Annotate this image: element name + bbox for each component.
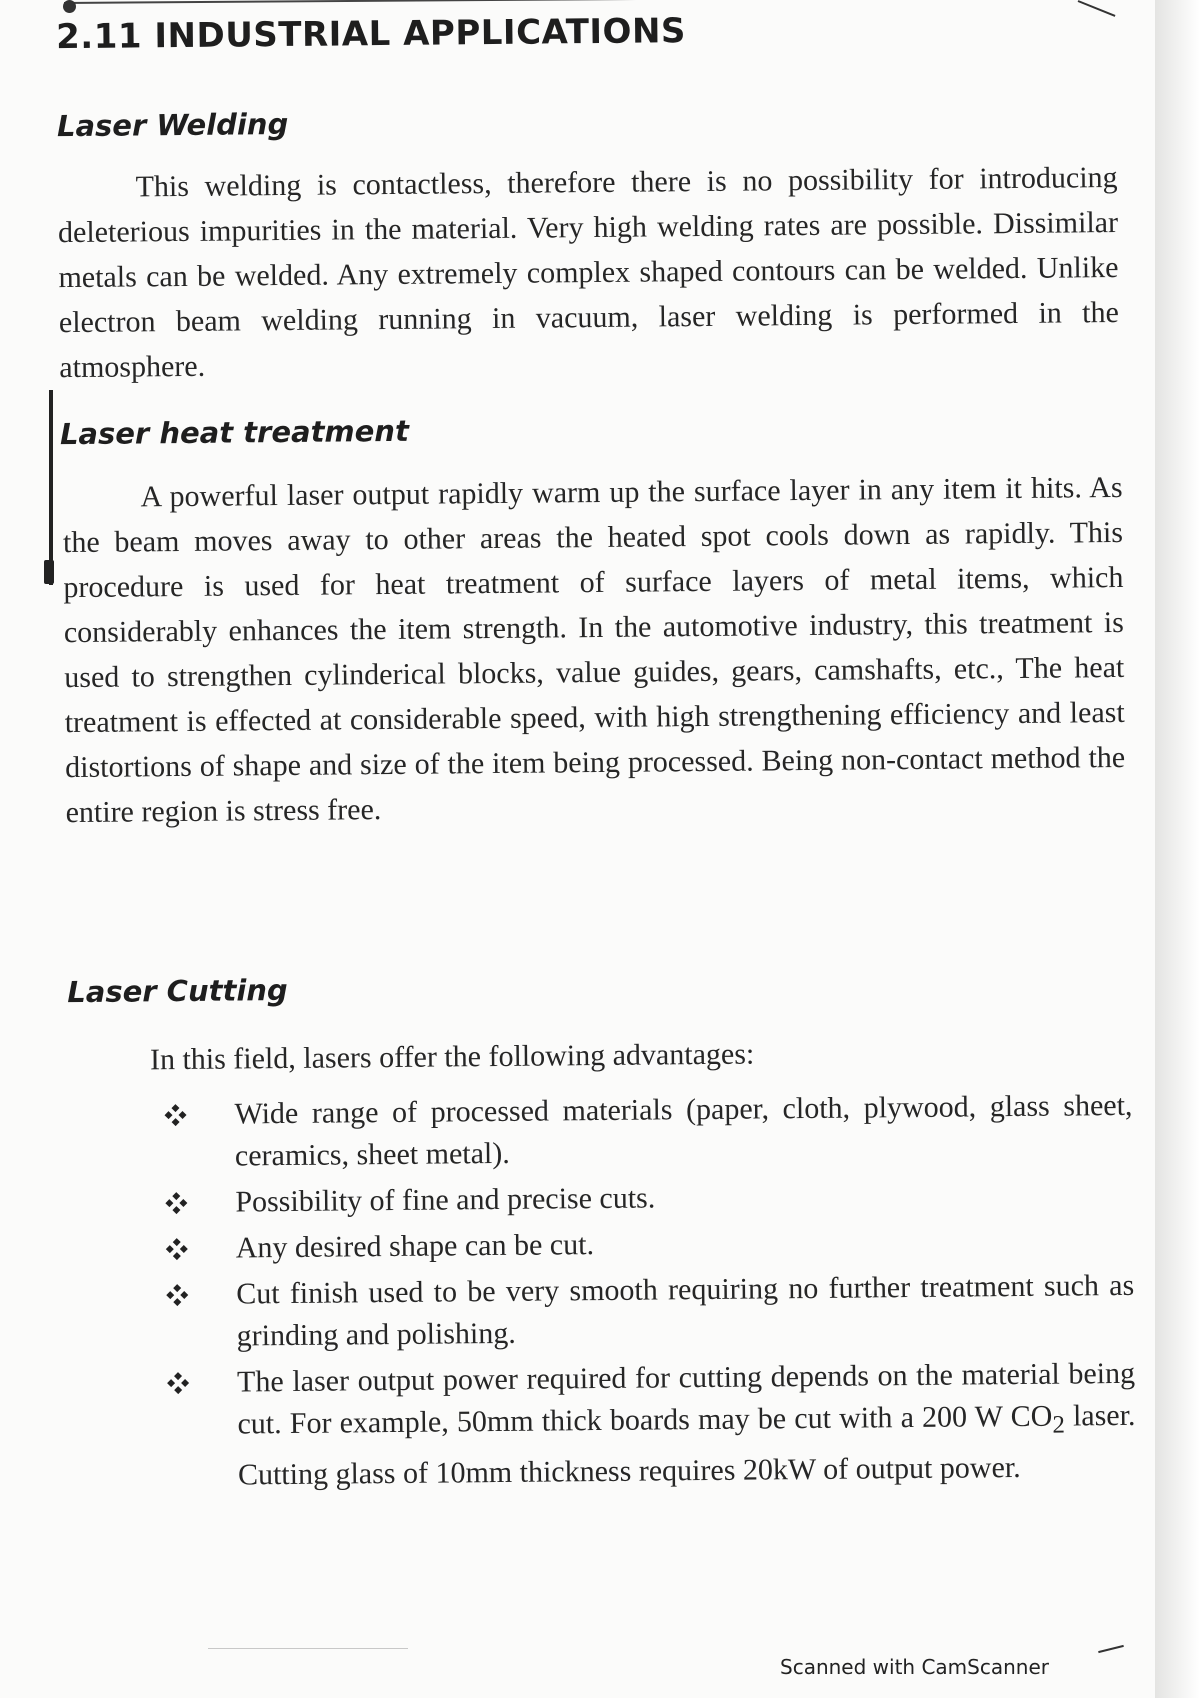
margin-marker [49,390,53,585]
subheading-laser-cutting: Laser Cutting [67,973,288,1010]
list-item [164,1219,1134,1270]
advantage-text-before: The laser output power required for cutting depends on the material being cut. For example, 50mm thick boards may be cut with a 200 W CO [236,1356,1136,1441]
subheading-laser-welding: Laser Welding [56,106,289,144]
section-heading: 2.11 INDUSTRIAL APPLICATIONS [55,11,687,58]
bottom-rule [208,1648,408,1649]
advantages-list [162,1085,1136,1501]
list-item [165,1353,1136,1497]
four-diamond-bullet-icon [162,1102,188,1128]
advantage-text: Any desired shape can be cut. [235,1228,595,1265]
advantage-text: Wide range of processed materials (paper, cloth, plywood, glass sheet, ceramics, sheet metal). [234,1088,1133,1173]
advantage-text: Cut finish used to be very smooth requiring no further treatment such as grinding and polishing. [236,1268,1135,1353]
paragraph-laser-heat-treatment: A powerful laser output rapidly warm up the surface layer in any item it hits. As the beam moves away to other areas the heated spot cools down as rapidly. This procedure is used for heat treatment of surface layers of metal items, which considerably enhances the item strength. In the automotive industry, this treatment is used to strengthen cylinderical blocks, value guides, gears, camshafts, etc., The heat treatment is effected at considerable speed, with high strengthening efficiency and least distortions of shape and size of the item being processed. Being non-contact method the entire region is stress free. [62,470,1126,830]
four-diamond-bullet-icon [164,1282,190,1308]
margin-marker-end [44,560,54,584]
list-item [163,1173,1133,1224]
four-diamond-bullet-icon [164,1236,190,1262]
page-edge-shadow [1155,0,1200,1698]
four-diamond-bullet-icon [163,1190,189,1216]
paragraph-laser-welding: This welding is contactless, therefore there is no possibility for introducing deleterious impurities in the material. Very high welding rates are possible. Dissimilar metals can be welded. Any extremely complex shaped contours can be welded. Unlike electron beam welding running in vacuum, laser welding is performed in the atmosphere. [57,161,1120,385]
advantage-text: Possibility of fine and precise cuts. [235,1181,656,1219]
co2-subscript: 2 [1052,1411,1066,1439]
list-item [162,1085,1133,1178]
scanner-watermark: Scanned with CamScanner [780,1655,1049,1679]
list-item [164,1265,1135,1358]
laser-cutting-intro: In this field, lasers offer the following advantages: [149,1037,755,1077]
subheading-laser-heat-treatment: Laser heat treatment [59,413,410,452]
advantage-text-after: laser. Cutting glass of 10mm thickness requires 20kW of output power. [237,1398,1136,1492]
four-diamond-bullet-icon [165,1370,191,1396]
